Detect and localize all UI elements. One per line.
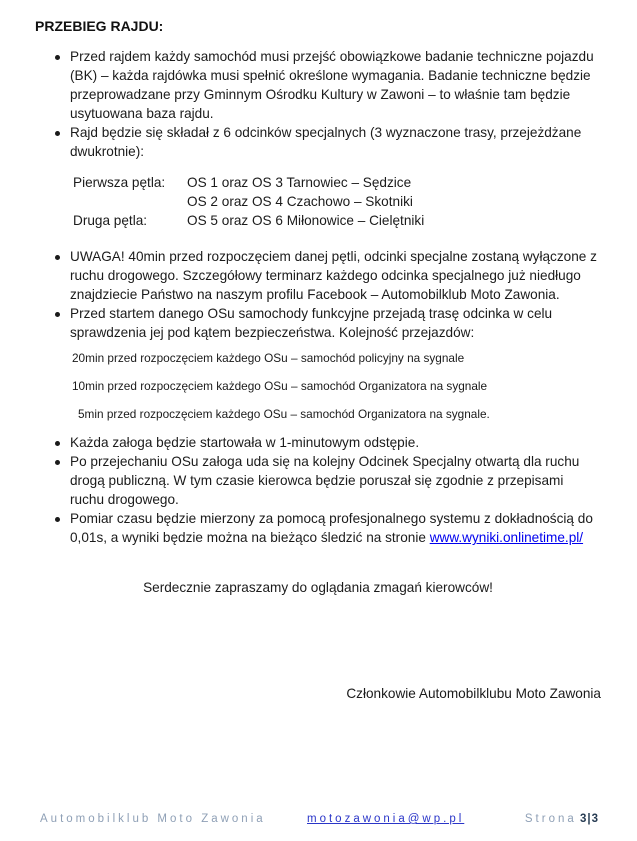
loop-line: OS 5 oraz OS 6 Miłonowice – Cielętniki (187, 213, 425, 228)
middle-bullet-list (35, 247, 601, 342)
bullet-road-closure-warning: UWAGA! 40min przed rozpoczęciem danej pętli, odcinki specjalne zostaną wyłączone z ruchu drogowego. Szczegółowy terminarz każdego odcinka specjalnego już niedługo znajdziecie Państwo na naszym profilu Facebook – Automobilklub Moto Zawonia. (35, 247, 601, 304)
loop-line: OS 1 oraz OS 3 Tarnowiec – Sędzice (187, 175, 412, 190)
bullet-public-road: Po przejechaniu OSu załoga uda się na kolejny Odcinek Specjalny otwartą dla ruchu drogą publiczną. W tym czasie kierowca będzie poruszał się zgodnie z przepisami ruchu drogowego. (35, 452, 601, 509)
footer-club-name: Automobilklub Moto Zawonia (40, 813, 266, 825)
loop-label-first: Pierwsza pętla: (73, 175, 166, 190)
invitation-line: Serdecznie zapraszamy do oglądania zmagań kierowców! (143, 580, 493, 595)
footer-email-link[interactable]: motozawonia@wp.pl (307, 813, 465, 825)
page-footer (0, 812, 637, 830)
bullet-stages-count: Rajd będzie się składał z 6 odcinków specjalnych (3 wyznaczone trasy, przejeżdżane dwukrotnie): (35, 123, 601, 161)
end-bullet-list (35, 433, 601, 547)
loop-lines-second (187, 211, 601, 230)
bullet-technical-inspection: Przed rajdem każdy samochód musi przejść obowiązkowe badanie techniczne pojazdu (BK) – każda rajdówka musi spełnić określone wymagania. Badanie techniczne będzie przeprowadzane przy Gminnym Ośrodku Kultury w Zawoni – to właśnie tam będzie usytuowana baza rajdu. (35, 47, 601, 123)
signature-line: Członkowie Automobilklubu Moto Zawonia (346, 686, 601, 701)
footer-page-number: 3|3 (579, 813, 599, 825)
timing-lines (72, 351, 601, 422)
page-title: PRZEBIEG RAJDU: (35, 18, 164, 34)
bullet-timing-system (35, 509, 601, 547)
timing-line-5min: 5min przed rozpoczęciem każdego OSu – samochód Organizatora na sygnale. (78, 407, 490, 421)
bullet-start-interval: Każda załoga będzie startowała w 1-minutowym odstępie. (35, 433, 601, 452)
intro-bullet-list (35, 47, 601, 161)
loop-line: OS 2 oraz OS 4 Czachowo – Skotniki (187, 194, 413, 209)
footer-page-label: Strona (524, 813, 577, 825)
loops-schedule (73, 173, 601, 230)
footer-page-indicator (525, 812, 599, 827)
loop-row-first (73, 173, 601, 211)
timing-line-20min: 20min przed rozpoczęciem każdego OSu – samochód policyjny na sygnale (72, 351, 465, 365)
loop-row-second (73, 211, 601, 230)
loop-label-second: Druga pętla: (73, 213, 148, 228)
timing-system-text: Pomiar czasu będzie mierzony za pomocą profesjonalnego systemu z dokładnością do 0,01s, a wyniki będzie można na bieżąco śledzić na stronie (70, 511, 593, 545)
timing-line-10min: 10min przed rozpoczęciem każdego OSu – samochód Organizatora na sygnale (72, 379, 488, 393)
results-link[interactable]: www.wyniki.onlinetime.pl/ (429, 530, 584, 545)
bullet-safety-cars: Przed startem danego OSu samochody funkcyjne przejadą trasę odcinka w celu sprawdzenia jej pod kątem bezpieczeństwa. Kolejność przejazdów: (35, 304, 601, 342)
loop-lines-first (187, 173, 601, 211)
